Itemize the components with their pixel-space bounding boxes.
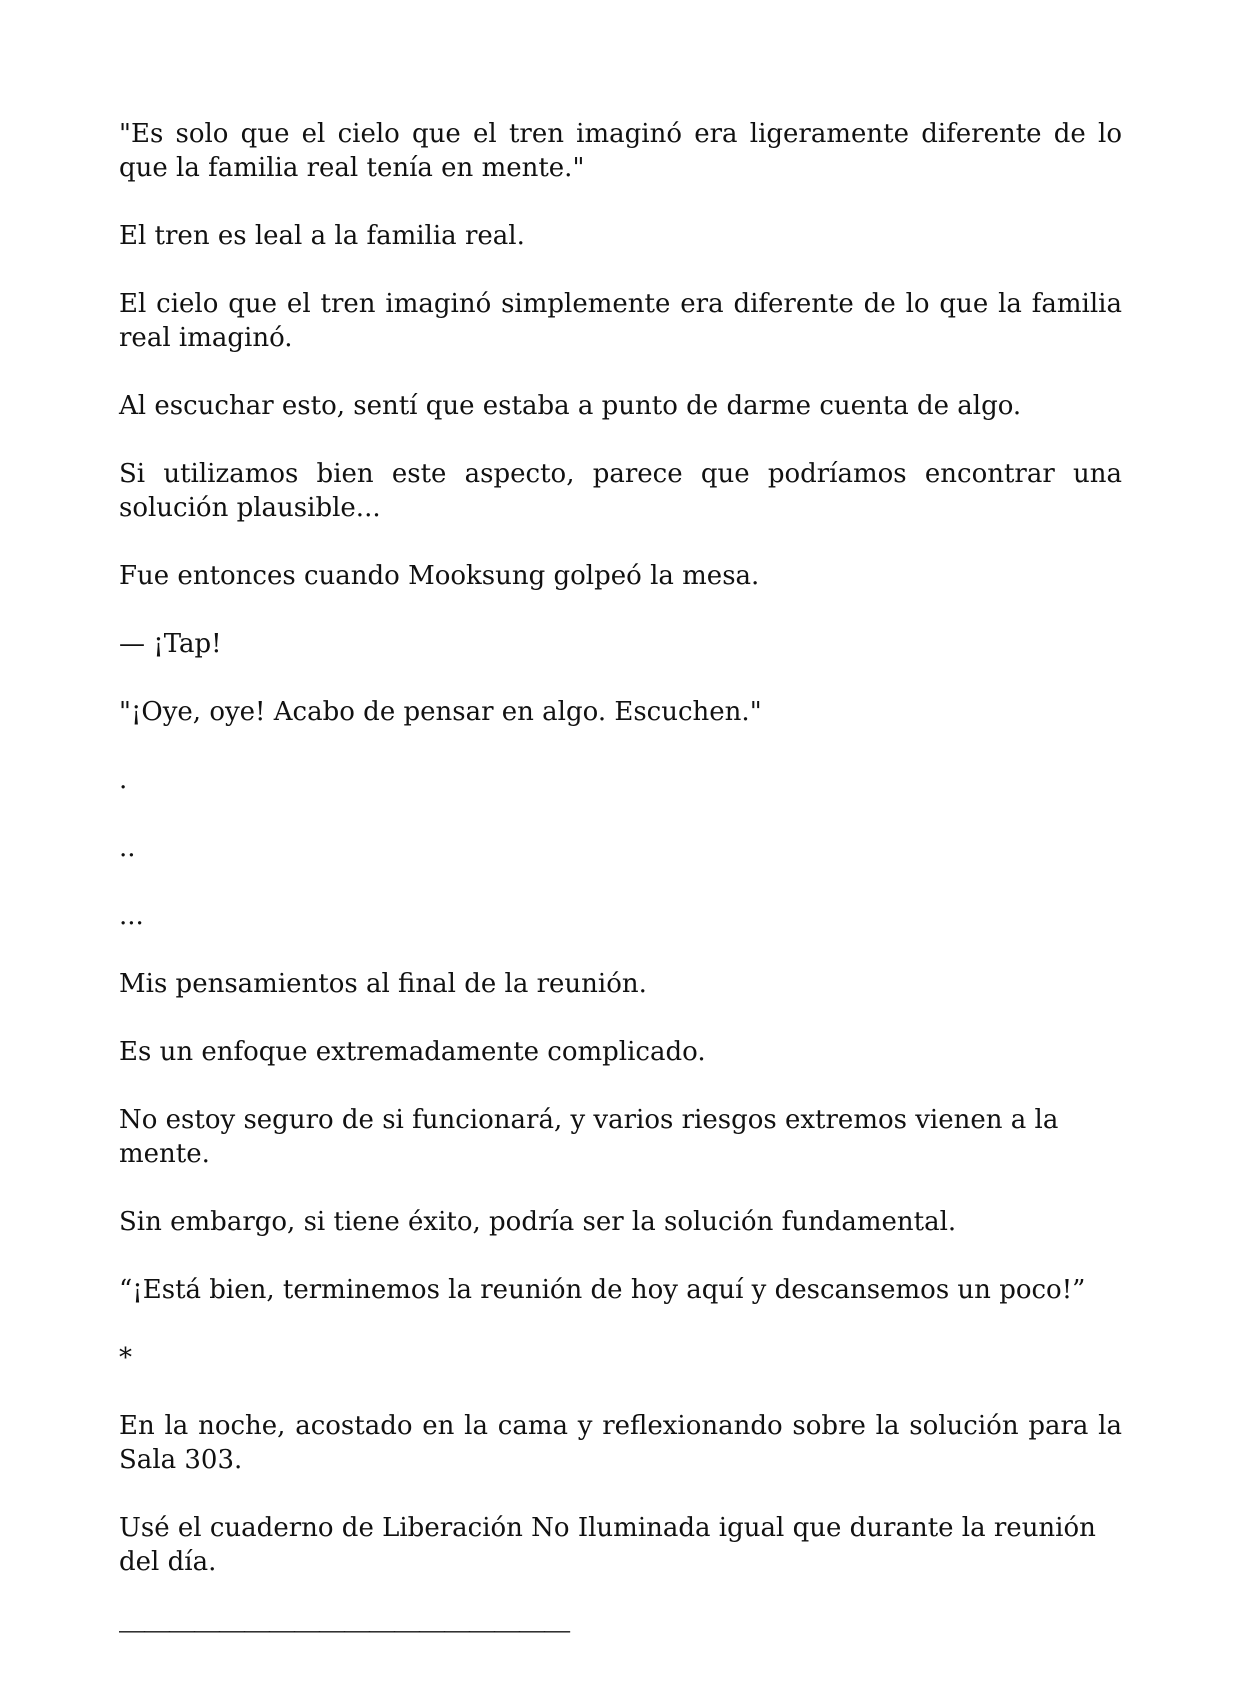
paragraph: — ¡Tap! xyxy=(119,629,222,659)
paragraph: Al escuchar esto, sentí que estaba a punto de darme cuenta de algo. xyxy=(119,391,1022,421)
paragraph: Si utilizamos bien este aspecto, parece que podríamos encontrar una solución plausible... xyxy=(119,459,1122,523)
ellipsis-marker: .. xyxy=(119,833,136,863)
paragraph: Sin embargo, si tiene éxito, podría ser la solución fundamental. xyxy=(119,1207,957,1237)
paragraph: “¡Está bien, terminemos la reunión de hoy aquí y descansemos un poco!” xyxy=(119,1275,1086,1305)
paragraph: "Es solo que el cielo que el tren imaginó era ligeramente diferente de lo que la familia real tenía en mente." xyxy=(119,119,1122,183)
ellipsis-marker: ... xyxy=(119,901,144,931)
paragraph: No estoy seguro de si funcionará, y varios riesgos extremos vienen a la mente. xyxy=(119,1105,1059,1169)
paragraph: Fue entonces cuando Mooksung golpeó la mesa. xyxy=(119,561,760,591)
paragraph: "¡Oye, oye! Acabo de pensar en algo. Escuchen." xyxy=(119,697,762,727)
paragraph: El cielo que el tren imaginó simplemente era diferente de lo que la familia real imaginó. xyxy=(119,289,1122,353)
ellipsis-marker: . xyxy=(119,765,128,795)
document-body xyxy=(119,117,1122,1681)
paragraph: Mis pensamientos al final de la reunión. xyxy=(119,969,647,999)
paragraph: El tren es leal a la familia real. xyxy=(119,221,525,251)
scene-break-asterisk: * xyxy=(119,1343,132,1373)
paragraph: Es un enfoque extremadamente complicado. xyxy=(119,1037,706,1067)
paragraph: En la noche, acostado en la cama y reflexionando sobre la solución para la Sala 303. xyxy=(119,1411,1122,1475)
separator-line: —————————————————— xyxy=(119,1615,569,1644)
paragraph: Usé el cuaderno de Liberación No Iluminada igual que durante la reunión del día. xyxy=(119,1513,1096,1577)
